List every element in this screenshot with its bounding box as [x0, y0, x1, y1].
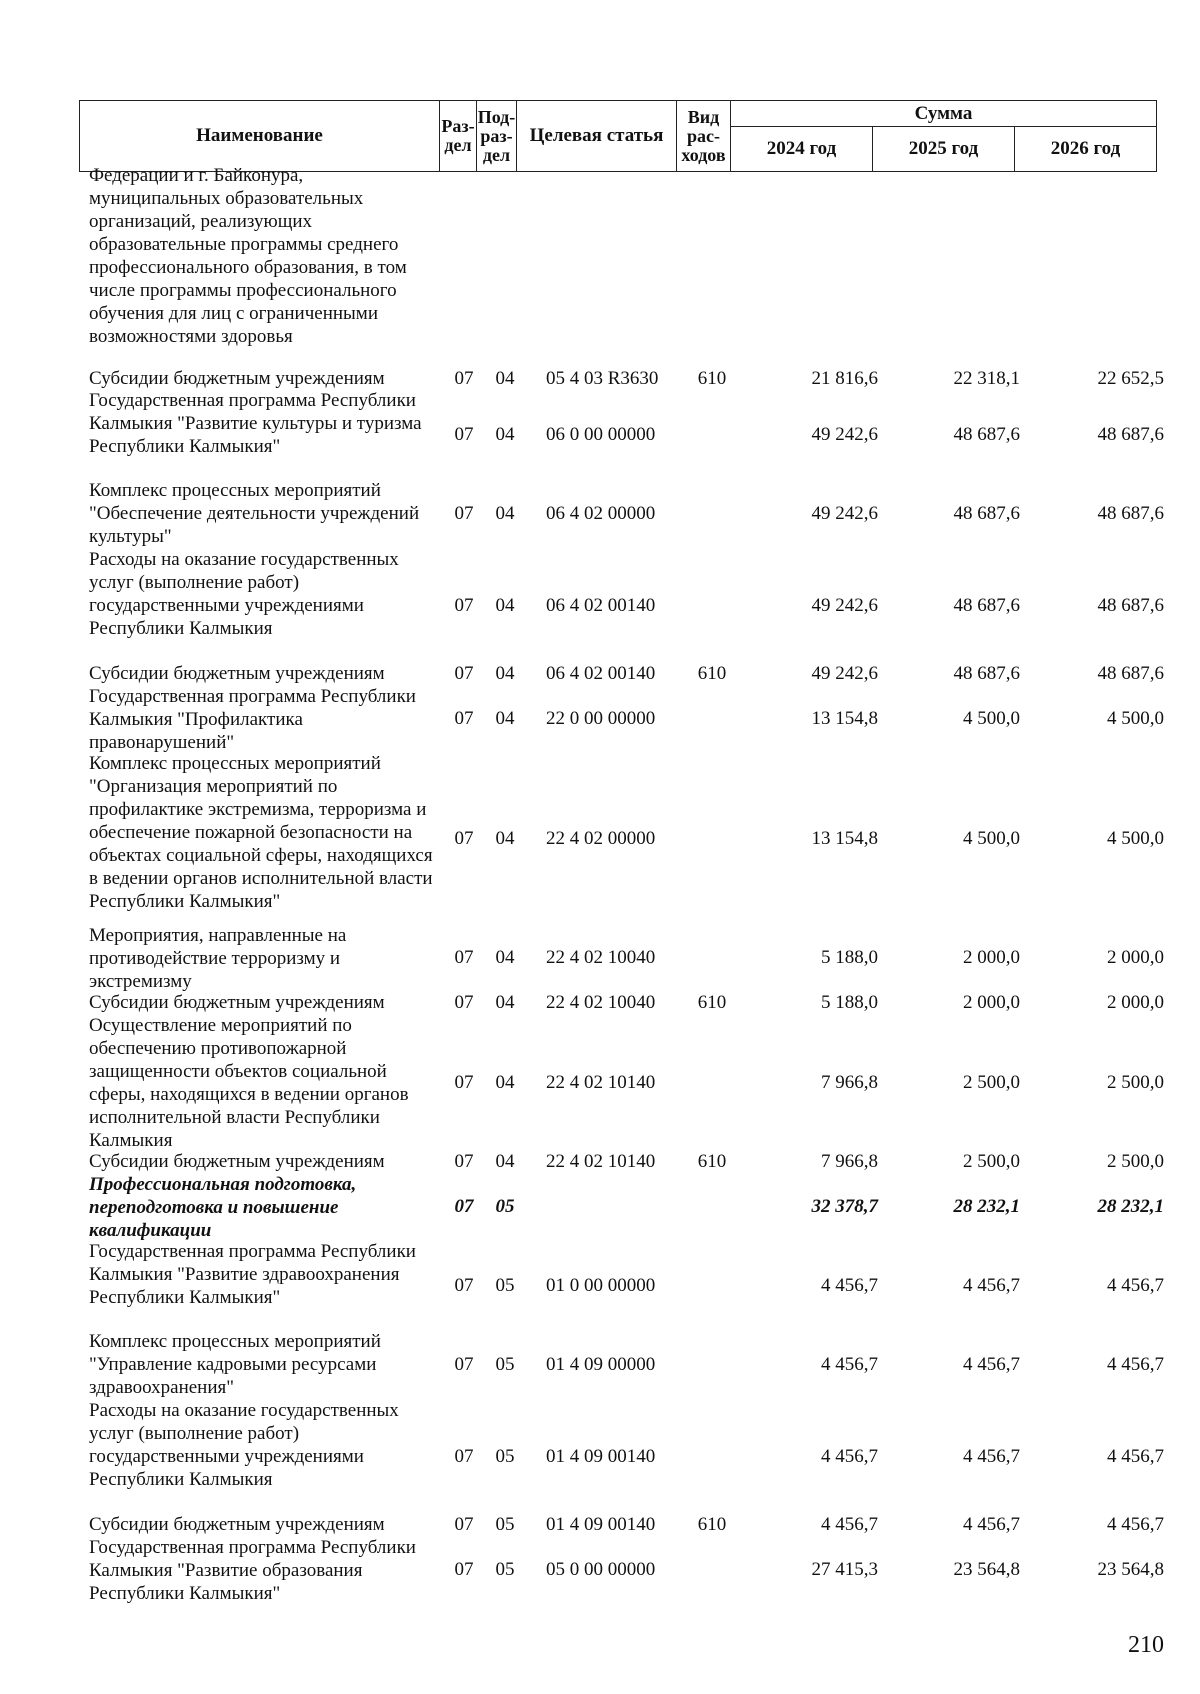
row-podrazdel: 04: [495, 423, 515, 445]
header-podrazdel: Под- раз- дел: [477, 101, 517, 172]
row-target: 22 0 00 00000: [546, 708, 656, 729]
row-razdel: 07: [454, 663, 474, 684]
row-name: Субсидии бюджетным учреждениям: [89, 663, 385, 684]
table-row: [0, 752, 1200, 924]
row-target: 05 4 03 R3630: [546, 368, 659, 389]
row-target: 06 4 02 00140: [546, 594, 656, 616]
row-s2026: 48 687,6: [1097, 594, 1164, 616]
row-s2026: 23 564,8: [1097, 1559, 1164, 1580]
row-target: [534, 164, 696, 364]
row-name: Профессиональная подготовка, переподготовка и повышение квалификации: [89, 1174, 357, 1241]
row-podrazdel: [486, 164, 524, 364]
row-s2026: 22 652,5: [1097, 368, 1164, 389]
table-row: [0, 924, 1200, 991]
table-row: [0, 164, 1200, 364]
row-s2025: 48 687,6: [953, 594, 1020, 616]
row-razdel: 07: [454, 1274, 474, 1296]
table-row: [0, 367, 1200, 390]
row-s2024: 49 242,6: [811, 503, 878, 524]
row-name: Государственная программа Республики Калмыкия "Развитие образования Республики Калмыкия": [89, 1537, 416, 1604]
row-s2024: 32 378,7: [811, 1196, 878, 1217]
table-row: [0, 662, 1200, 685]
table-header: [79, 100, 1157, 172]
row-podrazdel: 05: [495, 1559, 515, 1580]
row-podrazdel: 04: [495, 1071, 515, 1093]
row-vid: [688, 1240, 736, 1330]
table-row: [0, 479, 1200, 548]
row-s2024: 13 154,8: [811, 827, 878, 849]
row-razdel: 07: [454, 1151, 474, 1172]
row-s2025: 23 564,8: [953, 1559, 1020, 1580]
row-s2025: 22 318,1: [953, 368, 1020, 389]
row-podrazdel: 05: [495, 1196, 515, 1217]
row-podrazdel: 05: [495, 1354, 515, 1375]
row-vid: [688, 685, 736, 752]
row-target: 06 4 02 00000: [546, 503, 656, 524]
row-vid: [688, 752, 736, 924]
table-row: [0, 685, 1200, 752]
row-vid: [688, 548, 736, 662]
row-name: Расходы на оказание государственных услуг (выполнение работ) государственными учреждениями Республики Калмыкия: [89, 549, 399, 639]
header-2026: 2026 год: [1015, 127, 1157, 172]
row-vid: [688, 389, 736, 479]
row-s2025: 2 500,0: [963, 1071, 1020, 1093]
row-vid: 610: [697, 1514, 727, 1535]
table-row: [0, 389, 1200, 479]
row-name: Субсидии бюджетным учреждениям: [89, 992, 385, 1013]
header-name: Наименование: [80, 101, 440, 172]
table-row: [0, 1150, 1200, 1173]
row-s2024: 5 188,0: [821, 947, 878, 968]
header-vid: Вид рас- ходов: [677, 101, 731, 172]
row-vid: 610: [697, 663, 727, 684]
row-podrazdel: 04: [495, 992, 515, 1013]
row-vid: [688, 1014, 736, 1150]
row-s2025: 2 500,0: [963, 1151, 1020, 1172]
row-vid: 610: [697, 368, 727, 389]
row-razdel: 07: [454, 947, 474, 968]
row-name: Расходы на оказание государственных услуг (выполнение работ) государственными учреждениями Республики Калмыкия: [89, 1400, 399, 1490]
row-s2025: 4 500,0: [963, 827, 1020, 849]
row-razdel: 07: [454, 992, 474, 1013]
row-s2025: 48 687,6: [953, 663, 1020, 684]
row-name: Субсидии бюджетным учреждениям: [89, 368, 385, 389]
row-podrazdel: 04: [495, 1151, 515, 1172]
row-razdel: 07: [454, 423, 474, 445]
row-name: Осуществление мероприятий по обеспечению противопожарной защищенности объектов социальной сферы, находящихся в ведении органов исполнительной власти Республики Калмыкия: [89, 1015, 409, 1151]
row-razdel: 07: [454, 1196, 474, 1217]
row-razdel: 07: [454, 1445, 474, 1467]
row-vid: [688, 1173, 736, 1240]
table-row: [0, 1014, 1200, 1150]
row-s2025: 2 000,0: [963, 992, 1020, 1013]
row-name: Субсидии бюджетным учреждениям: [89, 1151, 385, 1172]
row-target: 01 4 09 00000: [546, 1354, 656, 1375]
row-podrazdel: 04: [495, 368, 515, 389]
row-vid: [688, 164, 736, 364]
row-s2024: 49 242,6: [811, 594, 878, 616]
row-s2025: 4 456,7: [963, 1274, 1020, 1296]
row-vid: [688, 924, 736, 991]
row-s2025: 2 000,0: [963, 947, 1020, 968]
row-razdel: 07: [454, 827, 474, 849]
row-s2026: 2 500,0: [1107, 1151, 1164, 1172]
row-s2026: 4 500,0: [1107, 708, 1164, 729]
row-s2025: 28 232,1: [953, 1196, 1020, 1217]
row-target: 22 4 02 00000: [546, 827, 656, 849]
row-target: 22 4 02 10140: [546, 1071, 656, 1093]
row-name: Субсидии бюджетным учреждениям: [89, 1514, 385, 1535]
row-razdel: 07: [454, 1071, 474, 1093]
row-s2024: 7 966,8: [821, 1151, 878, 1172]
row-name: Государственная программа Республики Калмыкия "Развитие культуры и туризма Республики Калмыкия": [89, 390, 422, 457]
row-razdel: 07: [454, 1354, 474, 1375]
row-vid: [688, 1330, 736, 1399]
row-s2026: 28 232,1: [1097, 1196, 1164, 1217]
table-row: [0, 1536, 1200, 1603]
table-row: [0, 548, 1200, 662]
row-vid: [688, 479, 736, 548]
table-row: [0, 1330, 1200, 1399]
row-s2026: 2 000,0: [1107, 992, 1164, 1013]
header-2024: 2024 год: [731, 127, 873, 172]
row-podrazdel: 04: [495, 827, 515, 849]
row-vid: [688, 1536, 736, 1603]
row-razdel: 07: [454, 1559, 474, 1580]
row-target: [534, 1173, 696, 1240]
row-vid: 610: [697, 1151, 727, 1172]
row-s2026: 4 456,7: [1107, 1445, 1164, 1467]
row-s2026: 4 456,7: [1107, 1354, 1164, 1375]
row-s2025: 48 687,6: [953, 423, 1020, 445]
row-vid: [688, 1399, 736, 1513]
row-s2024: 49 242,6: [811, 663, 878, 684]
header-2025: 2025 год: [873, 127, 1015, 172]
row-s2025: [882, 164, 1020, 364]
row-razdel: 07: [454, 1514, 474, 1535]
row-s2025: 4 456,7: [963, 1445, 1020, 1467]
row-name: Государственная программа Республики Калмыкия "Профилактика правонарушений": [89, 686, 416, 753]
row-name: Комплекс процессных мероприятий "Организация мероприятий по профилактике экстремизма, терроризма и обеспечение пожарной безопасности на объектах социальной сферы, находящихся в ведении органов исполнительной власти Республики Калмыкия": [89, 753, 433, 912]
row-target: 01 4 09 00140: [546, 1445, 656, 1467]
row-target: 01 0 00 00000: [546, 1274, 656, 1296]
row-vid: 610: [697, 992, 727, 1013]
table-row: [0, 1240, 1200, 1330]
row-name: Мероприятия, направленные на противодействие терроризму и экстремизму: [89, 925, 347, 992]
row-razdel: 07: [454, 368, 474, 389]
header-target: Целевая статья: [517, 101, 677, 172]
row-target: 06 4 02 00140: [546, 663, 656, 684]
row-target: 22 4 02 10140: [546, 1151, 656, 1172]
row-s2024: 4 456,7: [821, 1445, 878, 1467]
header-razdel: Раз- дел: [440, 101, 477, 172]
row-s2026: 4 456,7: [1107, 1274, 1164, 1296]
row-target: 06 0 00 00000: [546, 423, 656, 445]
row-s2024: 21 816,6: [811, 368, 878, 389]
row-podrazdel: 05: [495, 1445, 515, 1467]
row-s2024: 7 966,8: [821, 1071, 878, 1093]
row-razdel: 07: [454, 594, 474, 616]
row-s2026: 48 687,6: [1097, 663, 1164, 684]
row-s2024: 4 456,7: [821, 1274, 878, 1296]
row-name: Комплекс процессных мероприятий "Управление кадровыми ресурсами здравоохранения": [89, 1331, 381, 1398]
row-target: 22 4 02 10040: [546, 992, 656, 1013]
row-razdel: 07: [454, 503, 474, 524]
row-s2026: [1024, 164, 1164, 364]
row-podrazdel: 04: [495, 947, 515, 968]
row-s2024: [740, 164, 878, 364]
header-summa: Сумма: [731, 101, 1157, 127]
row-s2024: 13 154,8: [811, 708, 878, 729]
row-s2024: 27 415,3: [811, 1559, 878, 1580]
row-podrazdel: 04: [495, 594, 515, 616]
row-s2026: 48 687,6: [1097, 503, 1164, 524]
table-row: [0, 1173, 1200, 1240]
row-name: Федерации и г. Байконура, муниципальных образовательных организаций, реализующих образовательные программы среднего профессионального образования, в том числе программы профессионального обучения для лиц с ограниченными возможностями здоровья: [89, 165, 407, 347]
row-s2025: 4 500,0: [963, 708, 1020, 729]
row-s2026: 2 000,0: [1107, 947, 1164, 968]
row-podrazdel: 04: [495, 708, 515, 729]
row-s2024: 5 188,0: [821, 992, 878, 1013]
row-podrazdel: 04: [495, 663, 515, 684]
row-s2024: 49 242,6: [811, 423, 878, 445]
row-name: Государственная программа Республики Калмыкия "Развитие здравоохранения Республики Калмыкия": [89, 1241, 416, 1308]
row-s2025: 4 456,7: [963, 1354, 1020, 1375]
table-row: [0, 1399, 1200, 1513]
row-s2026: 4 456,7: [1107, 1514, 1164, 1535]
row-s2026: 4 500,0: [1107, 827, 1164, 849]
row-s2025: 4 456,7: [963, 1514, 1020, 1535]
table-row: [0, 991, 1200, 1014]
page-number: 210: [1128, 1632, 1164, 1658]
row-target: 05 0 00 00000: [546, 1559, 656, 1580]
row-s2024: 4 456,7: [821, 1354, 878, 1375]
row-podrazdel: 05: [495, 1514, 515, 1535]
table-row: [0, 1513, 1200, 1536]
row-s2026: 2 500,0: [1107, 1071, 1164, 1093]
row-s2026: 48 687,6: [1097, 423, 1164, 445]
row-s2024: 4 456,7: [821, 1514, 878, 1535]
row-razdel: 07: [454, 708, 474, 729]
row-target: 22 4 02 10040: [546, 947, 656, 968]
row-razdel: [447, 164, 481, 364]
row-target: 01 4 09 00140: [546, 1514, 656, 1535]
row-podrazdel: 05: [495, 1274, 515, 1296]
row-s2025: 48 687,6: [953, 503, 1020, 524]
row-podrazdel: 04: [495, 503, 515, 524]
row-name: Комплекс процессных мероприятий "Обеспечение деятельности учреждений культуры": [89, 480, 420, 547]
